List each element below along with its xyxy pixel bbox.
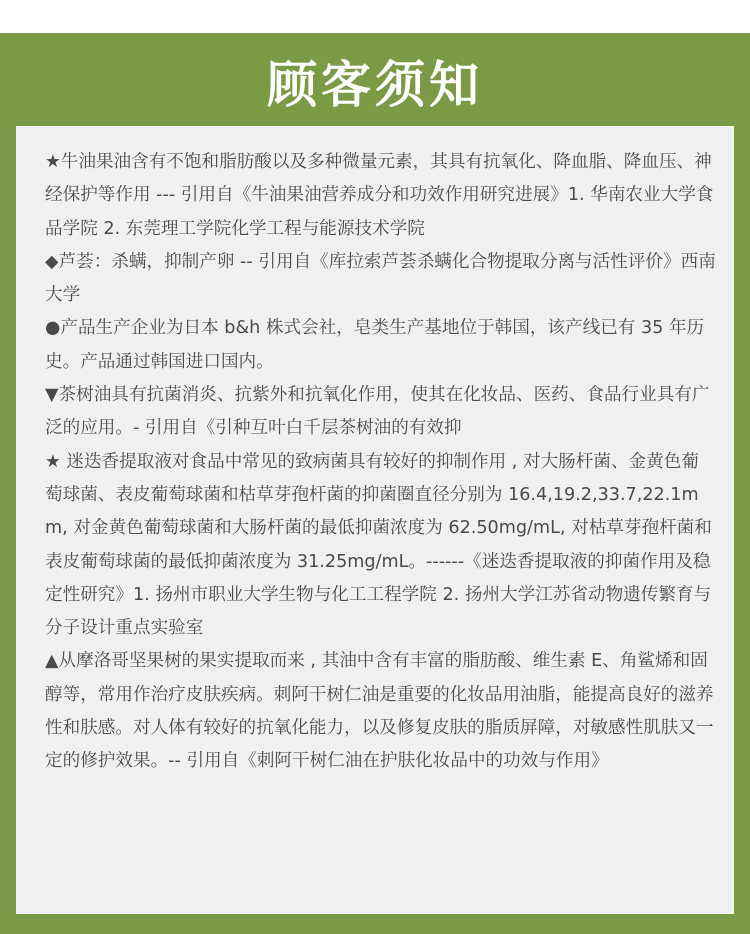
notice-paragraph-argan-oil: ▲从摩洛哥坚果树的果实提取而来 , 其油中含有丰富的脂肪酸、维生素 E、角鲨烯和固醇等，常用作治疗皮肤疾病。刺阿干树仁油是重要的化妆品用油脂，能提高良好的滋养性和肤感。对人体有较好的抗氧化能力，以及修复皮肤的脂质屏障，对敏感性肌肤又一定的修护效果。-- 引用自《刺阿干树仁油在护肤化妆品中的功效与作用》: [45, 651, 714, 772]
notice-paragraph-avocado-oil: ★牛油果油含有不饱和脂肪酸以及多种微量元素，其具有抗氧化、降血脂、降血压、神经保护等作用 --- 引用自《牛油果油营养成分和功效作用研究进展》1. 华南农业大学食品学院 2. 东莞理工学院化学工程与能源技术学院: [45, 152, 714, 239]
notice-paragraph-aloe: ◆芦荟：杀螨，抑制产卵 -- 引用自《库拉索芦荟杀螨化合物提取分离与活性评价》西南大学: [45, 251, 716, 306]
notice-paragraph-manufacturer: ●产品生产企业为日本 b&h 株式会社，皂类生产基地位于韩国，该产线已有 35 年历史。产品通过韩国进口国内。: [45, 318, 705, 372]
notice-card: [16, 126, 734, 914]
notice-paragraph-tea-tree-oil: ▼茶树油具有抗菌消炎、抗紫外和抗氧化作用，使其在化妆品、医药、食品行业具有广泛的应用。- 引用自《引种互叶白千层茶树油的有效抑: [45, 385, 710, 439]
notice-paragraph-rosemary: ★ 迷迭香提取液对食品中常见的致病菌具有较好的抑制作用 , 对大肠杆菌、金黄色葡萄球菌、表皮葡萄球菌和枯草芽孢杆菌的抑菌圈直径分别为 16.4,19.2,33.7,22.1mm, 对金黄色葡萄球菌和大肠杆菌的最低抑菌浓度为 62.50mg/mL, 对枯草芽孢杆菌和表皮葡萄球菌的最低抑菌浓度为 31.25mg/mL。------《迷迭香提取液的抑菌作用及稳定性研究》1. 扬州市职业大学生物与化工工程学院 2. 扬州大学江苏省动物遗传繁育与分子设计重点实验室: [45, 451, 712, 639]
page-title: 顾客须知: [267, 56, 483, 114]
